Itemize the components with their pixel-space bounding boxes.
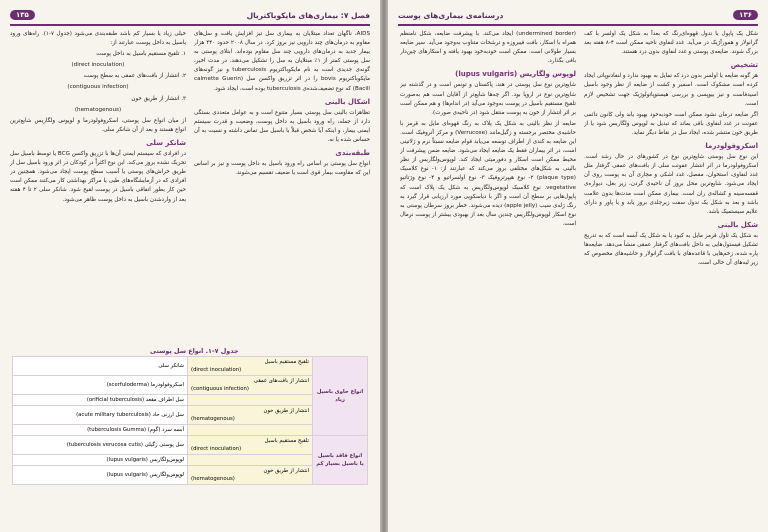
right-page-number: ۱۳۶: [733, 10, 758, 20]
list-item: ۱. تلقیح مستقیم باسیل به داخل پوست: [96, 51, 186, 58]
table-cell-diagnosis: آبسه سرد (گوم) (tuberculosis Gumma): [13, 425, 188, 436]
paragraph: (undermined border) ایجاد می‌کند. با پیشرفت ضایعه، شکل نامنظم همراه با اسکار، بافت فیبروزه و ترشحات متناوب به‌وجود می‌آید. سیر ضایعه بسیار طولانی است. ممکن است خودبه‌خود بهبود یافته و اسکارهای چین‌دار باقی بگذارد.: [400, 31, 576, 65]
table-cell-route: [188, 455, 313, 466]
route-label: تلقیح مستقیم باسیل: [264, 359, 309, 365]
right-page-title: درسنامه‌ی بیماری‌های پوست: [398, 10, 504, 20]
table-cell-diagnosis: لوپوس‌ولگاریس (lupus vulgaris): [13, 455, 188, 466]
left-page-title: فصل ۷: بیماری‌های مایکوباکتریال: [246, 10, 370, 20]
table-cell-route: [188, 436, 313, 455]
right-page-right-column: [584, 30, 758, 526]
route-label: انتشار از بافت‌های عمقی: [253, 378, 309, 384]
paragraph: خیلی زیاد یا بسیار کم باشد طبقه‌بندی می‌شود (جدول ۷-۱). راه‌های ورود باسیل به داخل پوست عبارتند از:: [10, 31, 186, 47]
list-item-en: (hematogenous): [74, 106, 122, 113]
right-page-header: [398, 6, 758, 26]
route-label-en: (hematogenous): [191, 476, 235, 482]
route-label: انتشار از طریق خون: [263, 408, 309, 414]
table-row: [13, 357, 368, 376]
book-gutter: [380, 0, 388, 532]
paragraph: این نوع سل پوستی شایع‌ترین نوع در کشورهای در حال رشد است. اسکروفولودرما در اثر انتشار عفونت سلی از بافت‌های عمقی گرفتار مثل غدد لنفاوی، استخوان، مفصل، غدد اشکی و مجاری آن به پوست روی آن ایجاد می‌شود. شایع‌ترین محل بروز آن ناحیه‌ی گردن، زیر بغل، دیواره‌ی قفسه‌سینه و کشاله‌ی ران است. بیماری ممکن است مدت‌ها بدون علامت باشد و بعد به شکل یک ندول سفت زیرجلدی بروز یابد و با پاور و دارای علایم سیستمیک باشد.: [584, 154, 758, 215]
table-cell-diagnosis: سل اطراف مقعد (orificial tuberculosis): [13, 395, 188, 406]
table-cell-route: [188, 466, 313, 485]
paragraph: در افرادی که سیستم ایمنی آن‌ها با تزریق واکسن BCG یا توسط باسیل سل تحریک نشده بروز می‌کند. این نوع اکثراً در کودکان در اثر ورود باسیل سل از طریق خراش‌های پوستی یا آسیب سطح پوست ایجاد می‌شود. همچنین در افرادی که در آزمایشگاه‌های طبی یا مراکز بهداشتی کار می‌کنند ممکن است حین کار بطور اتفاقی باسیل در پوست لقیح شود. شانکر سلی ۲ تا ۴ هفته بعد از واردشدن باسیل به داخل پوست ظاهر می‌شود.: [10, 151, 186, 203]
route-label-en: (hematogenous): [191, 416, 235, 422]
tuberculosis-types-table: [12, 356, 368, 485]
table-cell-diagnosis: سل پوستی زگیلی (tuberculosis verucosa cutis): [13, 436, 188, 455]
table-cell-diagnosis: اسکروفولودرما (scerfuloderma): [13, 376, 188, 395]
table-cell-route: [188, 376, 313, 395]
route-label-en: (direct inoculation): [191, 367, 242, 373]
paragraph: از میان انواع سل پوستی، اسکروفولودرما و لوپوس ولگاریس شایع‌ترین انواع هستند و بعد از آن شانکر سلی.: [10, 117, 186, 133]
list-item: ۲. انتشار از بافت‌های عمقی به سطح پوست: [83, 73, 186, 80]
table-group-label: انواع فاقد باسیل یا باسیل بسیار کم: [313, 436, 368, 485]
section-heading: اسکروفولودرما: [705, 142, 758, 151]
list-item-en: (contiguous infection): [67, 84, 129, 91]
list-item: ۳. انتشار از طریق خون: [131, 95, 186, 102]
right-page: [388, 0, 768, 532]
route-label-en: (contiguous infection): [191, 386, 249, 392]
table-cell-route: [188, 395, 313, 406]
table-row: [13, 436, 368, 455]
section-heading: شانکر سلی: [146, 138, 186, 147]
paragraph: هر گونه ضایعه یا اولسر بدون درد که تمایل به بهبود ندارد و لنفادنوپاتی ایجاد کرده است مشکوک است. اسمیر و کشت از ضایعه از نظر وجود باسیل اسیدفاست و نیز بیوپسی و بررسی هیستوپاتولوژیک جهت تشخیص لازم است.: [584, 73, 758, 107]
table-cell-route: [188, 406, 313, 425]
paragraph: شکل یک پاپول یا ندول قهوه‌ای‌رنگ که بعداً به شکل یک اولسر با کف گرانولار و همورآژیک در می‌آید. غدد لنفاوی ناحیه ممکن است ۴-۸ هفته بعد بزرگ شوند. ضایعه‌ی پوستی و غدد لنفاوی بدون درد هستند.: [584, 31, 758, 56]
table-cell-route: [188, 357, 313, 376]
paragraph: اگر ضایعه درمان نشود ممکن است خودبه‌خود بهبود یابد ولی کانون دائمی عفونت در غدد لنفاوی باقی بماند که تبدیل به لوپوس ولگاریس شود یا از طریق خون منتشر شده، ایجاد سل در نقاط دیگر نماید.: [584, 111, 758, 136]
section-heading: اشکال بالینی: [324, 97, 370, 106]
route-label-en: (direct inoculation): [191, 446, 242, 452]
section-heading: تشخیص: [730, 61, 758, 70]
paragraph: شایع‌ترین نوع سل پوستی در هند، پاکستان و تونس است و در گذشته نیز شایع‌ترین نوع در اروپا بود. اگر چه‌ها شایع‌تر از آقایان است هم به‌صورت تلقیح مستقیم باسیل در پوست به‌وجود می‌آید (در اندام‌ها) و هم ممکن است بر اثر انتشار از خون به پوست منتقل شود (در ناحیه‌ی صورت).: [400, 82, 576, 116]
route-label: انتشار از طریق خون: [263, 468, 309, 474]
paragraph: تظاهرات بالینی سل پوستی بسیار متنوع است و به عوامل متعددی بستگی دارد از جمله، راه ورود باسیل به داخل پوست، وضعیت و قدرت سیستم ایمنی بیمار، و اینکه آیا شخص قبلاً با باسیل سل تماس داشته و نسبت به آن حساس شده یا نه.: [194, 109, 370, 144]
table-caption: جدول ۷-۱. انواع سل پوستی: [150, 347, 239, 355]
table-cell-route: [188, 425, 313, 436]
left-page: [0, 0, 380, 532]
left-page-number: ۱۳۵: [10, 10, 35, 20]
left-page-header: [10, 6, 370, 26]
paragraph: به شکل یک تاول قرمز مایل به کبود یا به شکل یک آبسه است که به تدریج تشکیل فیستول‌هایی به داخل بافت‌های گرفتار عمقی منشأ می‌دهد. ضایعه‌ها پاره شده، زخم‌هایی با قاعده‌های با بافت گرانولار و حاشیه‌های مخصوص که زیر لبه‌های آن خالی است.: [584, 232, 758, 267]
list-item-en: (direct inoculation): [71, 62, 125, 69]
section-heading: شکل بالینی: [717, 220, 758, 229]
route-label: تلقیح مستقیم باسیل: [264, 438, 309, 444]
paragraph: ضایعه از نظر بالینی به شکل یک پلاک به رنگ قهوه‌ای مایل به قرمز با حاشیه‌ی مختصر برجسته و زگیل‌مانند (Verrucose) و مرکز آتروفیک است. این ضایعه به کندی از اطراف توسعه می‌یابد قوام ضایعه نسبتاً نرم و ژلاتینی است، در اثر بیماران فقط یک ضایعه ایجاد می‌شود. ضایعه ضمن پیشرفت از محیط ممکن است اسکار و دفورمیتی ایجاد کند. لوپوس‌ولگاریس از نظر بالینی به شکل‌های مختلفی بروز می‌کند که عبارتند از: ۱- نوع کلاسیک (plaque type) ۲- نوع هیپرتروفیک ۳- نوع اولسراتیو و ۴- نوع وژتاتیو vegetative. نوع کلاسیک لوپوس‌ولگاریس به شکل یک پلاک است که پاپول‌هایی بر سطح آن است و اگر با دیاسکوپی مورد ارزیابی قرار گیرد به رنگ ژله‌ی سیب (apple jelly) دیده می‌شوند. خطر بروز سرطان پوستی به نوع اسکار لوپوس‌ولگاریس چندین سال بعد از بهبودی بیشتر از پوست نرمال است.: [400, 120, 576, 227]
section-heading: لوپوس ولگاریس (lupus vulgaris): [455, 70, 576, 79]
table-cell-diagnosis: لوپوس‌ولگاریس (lupus vulgaris): [13, 466, 188, 485]
right-page-left-column: [400, 30, 576, 526]
section-heading: طبقه‌بندی: [335, 149, 370, 158]
paragraph: انواع سل پوستی بر اساس راه ورود باسیل به داخل پوست و نیز بر اساس این که مقاومت بیمار قوی است یا ضعیف تقسیم می‌شوند.: [194, 161, 370, 177]
table-group-label: انواع حاوی باسیل زیاد: [313, 357, 368, 436]
left-page-right-column: [194, 30, 370, 344]
left-page-left-column: [10, 30, 186, 344]
table-cell-diagnosis: شانکر سلی: [13, 357, 188, 376]
table-cell-diagnosis: سل ارزنی حاد (acute military tuberculosis): [13, 406, 188, 425]
paragraph: AIDS، ناگهان تعداد مبتلایان به بیماری سل تیز افزایش یافت و سل‌های مقاوم به درمان‌های چند دارویی نیز بروز کرد. در سال ۲۰۰۸ حدود ۴۴۰ هزار بیمار جدید به درمان‌های دارویی چند سل مقاوم بوده‌اند. ابتلای پوستی به سل پوستی کمتر از ۱٪ مبتلایان به سل را تشکیل می‌دهند. در مدت اخیر، گونه‌ی جدیدی است به نام مایکوباکتریوم tuberculosis و نیز گونه‌های مایکوباکتریوم bovis را در اثر تزریق واکسن سل (calmette Guerin Bacill) که نوع تضعیف‌شده‌ی tuberculosis بوده است، ایجاد شود.: [194, 31, 370, 92]
